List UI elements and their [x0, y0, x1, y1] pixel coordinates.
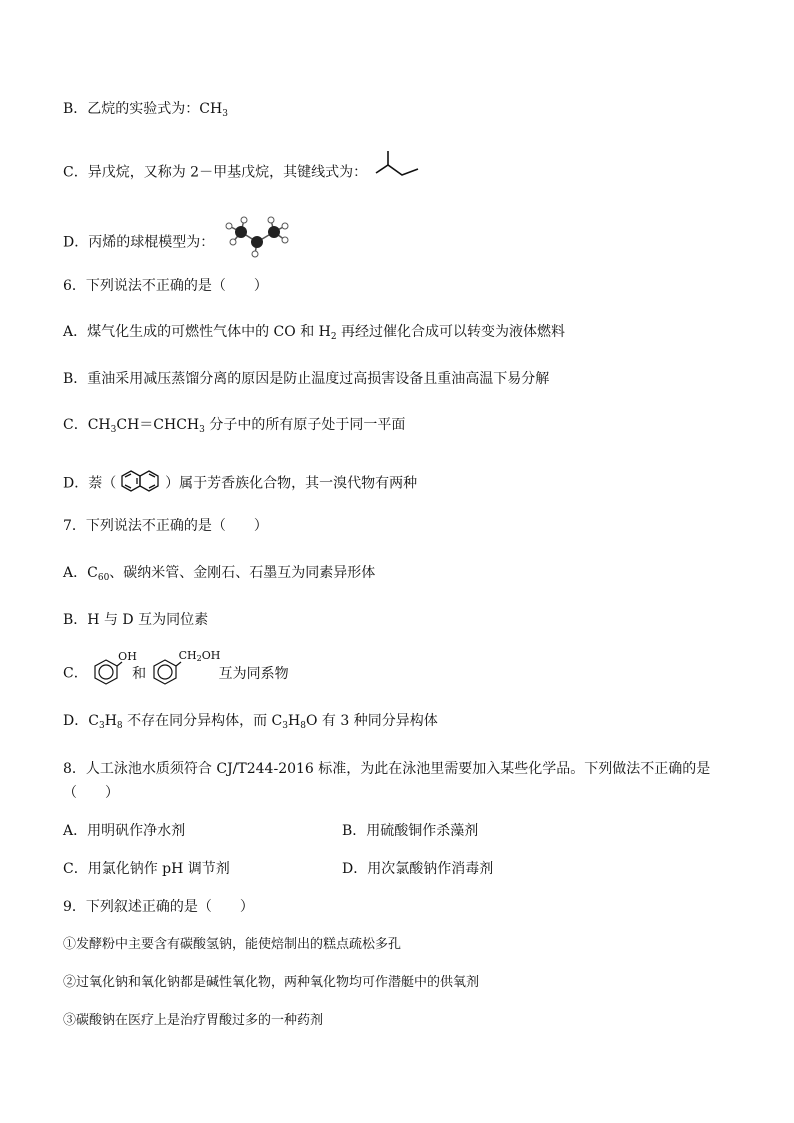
hydroxyl-label: OH — [118, 650, 137, 663]
q6-option-d-text: ）属于芳香族化合物，其一溴代物有两种 — [165, 475, 418, 492]
formula-part: H — [288, 713, 301, 729]
benzyl-alcohol-structure — [151, 649, 221, 691]
q9-item-1: ①发酵粉中主要含有碳酸氢钠，能使焙制出的糕点疏松多孔 — [63, 937, 402, 952]
q8-option-c: C．用氯化钠作 pH 调节剂 — [63, 861, 230, 877]
ch2-subscript: 2 — [196, 654, 202, 663]
formula-part: H — [104, 713, 117, 729]
ch3-subscript: 3 — [222, 109, 228, 119]
q8-option-b: B．用硫酸铜作杀藻剂 — [342, 823, 479, 839]
q6-option-d-label: D．萘（ — [63, 475, 117, 492]
q7-option-c — [63, 649, 289, 691]
q8-stem-line-2: （ ） — [63, 785, 119, 801]
q8-stem-line-1: 8．人工泳池水质须符合 CJ/T244-2016 标准，为此在泳池里需要加入某些化学品。下列做法不正确的是 — [63, 761, 711, 777]
q5-option-d — [63, 220, 299, 265]
q7-option-b: B．H 与 D 互为同位素 — [63, 612, 209, 628]
q6-option-c — [63, 416, 405, 439]
q6-option-a-text-1: A．煤气化生成的可燃性气体中的 CO 和 H — [63, 324, 331, 340]
q8-option-d: D．用次氯酸钠作消毒剂 — [342, 861, 494, 877]
formula-part: CH＝CHCH — [116, 417, 200, 433]
q5-option-c-text: C．异戊烷，又称为 2－甲基戊烷，其键线式为： — [63, 164, 368, 181]
ch2oh-label — [179, 647, 221, 668]
c60-subscript: 60 — [97, 573, 110, 583]
q5-option-c — [63, 155, 422, 190]
q6-option-c-text: 分子中的所有原子处于同一平面 — [204, 417, 406, 433]
q9-item-3: ③碳酸钠在医疗上是治疗胃酸过多的一种药剂 — [63, 1013, 324, 1028]
q9-stem: 9．下列叙述正确的是（ ） — [63, 899, 254, 915]
oh-text: OH — [201, 649, 221, 662]
q5-option-d-text: D．丙烯的球棍模型为： — [63, 234, 215, 251]
formula-subscript: 3 — [98, 721, 105, 731]
q6-option-b: B．重油采用减压蒸馏分离的原因是防止温度过高损害设备且重油高温下易分解 — [63, 371, 550, 387]
formula-subscript: 8 — [116, 721, 123, 731]
q7-option-d-tail: O 有 3 种同分异构体 — [305, 713, 438, 729]
q7-stem: 7．下列说法不正确的是（ ） — [63, 518, 268, 534]
q6-stem: 6．下列说法不正确的是（ ） — [63, 278, 268, 294]
naphthalene-structure — [121, 470, 161, 497]
and-text: 和 — [132, 665, 147, 682]
propene-ball-stick-model — [219, 220, 299, 265]
q7-option-c-label: C． — [63, 665, 88, 682]
formula-subscript: 8 — [300, 721, 306, 731]
formula-subscript: 3 — [199, 425, 205, 435]
q7-option-a — [63, 564, 375, 587]
q7-option-d-mid: 不存在同分异构体，而 C — [122, 713, 283, 729]
formula-subscript: 3 — [110, 425, 117, 435]
h2-subscript: 2 — [330, 332, 337, 342]
q6-option-c-label: C． — [63, 417, 88, 433]
phenol-structure — [92, 650, 137, 691]
q7-option-d-label: D． — [63, 713, 89, 729]
q6-option-a — [63, 323, 565, 346]
formula-subscript: 3 — [282, 721, 288, 731]
formula-part: CH — [87, 417, 111, 433]
q5-option-b — [63, 100, 228, 123]
q6-option-a-text-2: 再经过催化合成可以转变为液体燃料 — [336, 324, 566, 340]
formula-part: C — [88, 713, 99, 729]
q5-option-b-text: B．乙烷的实验式为： — [63, 101, 200, 117]
q7-option-c-text: 互为同系物 — [218, 665, 289, 682]
q9-item-2: ②过氧化钠和氧化钠都是碱性氧化物，两种氧化物均可作潜艇中的供氧剂 — [63, 975, 480, 990]
q6-option-d — [63, 470, 417, 497]
ch2-text: CH — [178, 649, 197, 662]
q8-option-a: A．用明矾作净水剂 — [63, 823, 186, 839]
q7-option-d — [63, 712, 438, 735]
q7-option-a-text: 、碳纳米管、金刚石、石墨互为同素异形体 — [109, 565, 376, 581]
isopentane-skeletal-formula — [372, 155, 422, 190]
ch3-formula: CH — [199, 101, 223, 117]
c60-formula: C — [87, 565, 98, 581]
q7-option-a-label: A． — [63, 565, 88, 581]
